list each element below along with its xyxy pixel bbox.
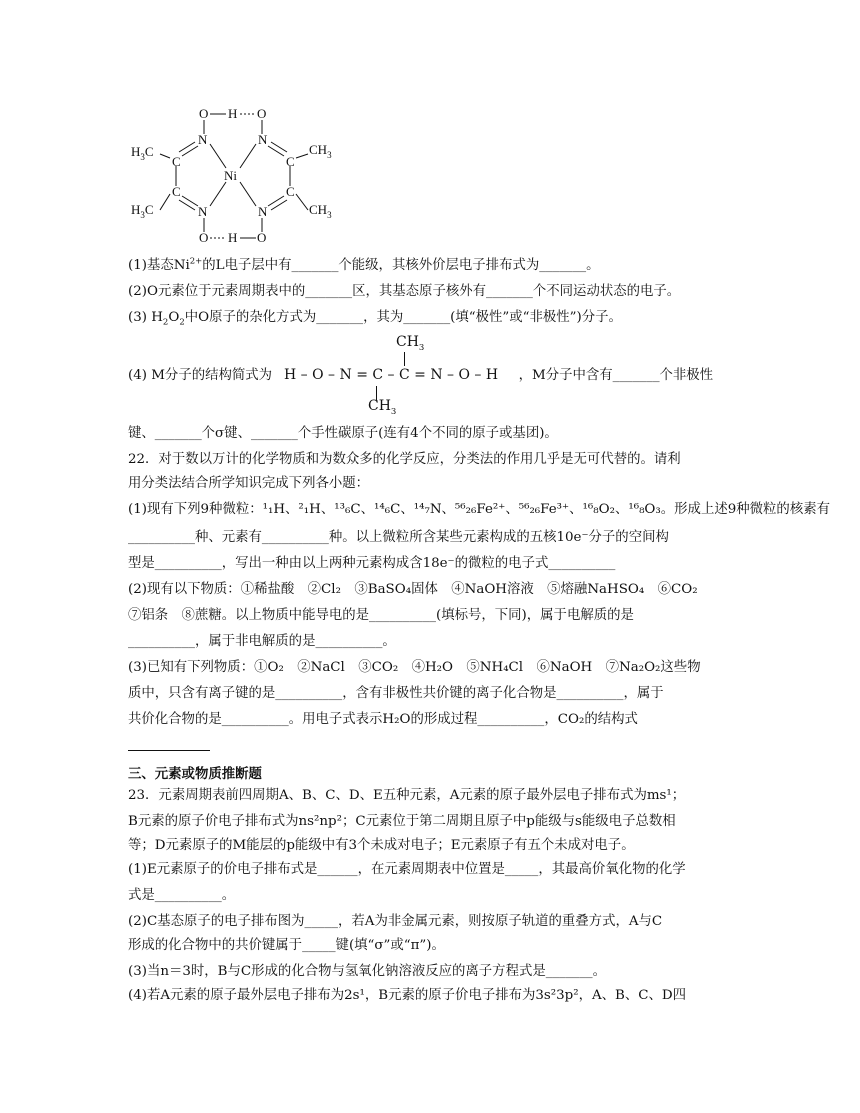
q22-part3-line1: (3)已知有下列物质：①O₂ ②NaCl ③CO₂ ④H₂O ⑤NH₄Cl ⑥NaOH ⑦Na₂O₂这些物 (128, 660, 701, 675)
q23-line6: (2)C基态原子的电子排布图为_____，若A为非金属元素，则按原子轨道的重叠方式，A与C (128, 914, 663, 929)
q21-part1: (1)基态$Ni^{2+}$的L电子层中有_______个能级，其核外价层电子排布式为_______。 (128, 256, 600, 273)
q22-part3-line3: 共价化合物的是__________。用电子式表示H₂O的形成过程__________，CO₂的结构式 (128, 712, 638, 727)
ni-complex-structure (128, 98, 348, 250)
atom-h-top: H (228, 106, 238, 121)
group-h3c-bottom: $H_3C$ (131, 202, 154, 220)
q23-line2: B元素的原子价电子排布式为ns²np²；C元素位于第二周期且原子中p能级与s能级电子总数相 (128, 814, 676, 829)
atom-c-left-top: C (172, 154, 181, 169)
atom-n-bottom-right: N (258, 204, 268, 219)
q23-line4: (1)E元素原子的价电子排布式是______，在元素周期表中位置是_____，其最高价氧化物的化学 (128, 862, 686, 877)
q22-part2-line3: __________，属于非电解质的是__________。 (128, 634, 396, 649)
m-formula-ch3-top: $CH_3$ (396, 334, 425, 353)
group-ch3-bottom: $CH_3$ (309, 202, 332, 220)
q23-line9: (4)若A元素的原子最外层电子排布为2s¹，B元素的原子价电子排布为3s²3p²，A、B、C、D四 (128, 988, 687, 1003)
atom-o-top-right: O (257, 106, 267, 121)
q22-part1-line3: 型是__________，写出一种由以上两种元素构成含18e⁻的微粒的电子式__________ (128, 556, 616, 571)
q23-line8: (3)当n＝3时，B与C形成的化合物与氢氧化钠溶液反应的离子方程式是_______。 (128, 964, 607, 979)
group-h3c-top: $H_3C$ (131, 144, 154, 162)
q22-part2-line1: (2)现有以下物质：①稀盐酸 ②Cl₂ ③BaSO₄固体 ④NaOH溶液 ⑤熔融NaHSO₄ ⑥CO₂ (128, 582, 698, 597)
q21-part3: (3) $H_2O_2$中O原子的杂化方式为_______，其为_______(填“极性”或“非极性”)分子。 (128, 310, 622, 328)
atom-c-right-bottom: C (286, 184, 295, 199)
m-formula (284, 334, 524, 418)
atom-o-bottom-left: O (199, 230, 209, 245)
atom-ni: Ni (224, 168, 237, 183)
q22-part3-line2: 质中，只含有离子键的是__________，含有非极性共价键的离子化合物是__________，属于 (128, 686, 664, 701)
q22-intro-line1: 22．对于数以万计的化学物质和为数众多的化学反应，分类法的作用几乎是无可代替的。请利 (128, 452, 681, 467)
atom-o-bottom-right: O (257, 230, 267, 245)
q22-part1-line1: (1)现有下列9种微粒：¹₁H、²₁H、¹³₆C、¹⁴₆C、¹⁴₇N、⁵⁶₂₆Fe²⁺、⁵⁶₂₆Fe³⁺、¹⁶₈O₂、¹⁶₈O₃。形成上述9种微粒的核素有 (128, 502, 830, 517)
m-formula-chain: H – O – N = C – C = N – O – H (284, 367, 499, 383)
atom-n-bottom-left: N (198, 204, 208, 219)
atom-n-top-left: N (198, 132, 208, 147)
q21-part4-line2: 键、_______个σ键、_______个手性碳原子(连有4个不同的原子或基团)。 (128, 426, 558, 441)
section-title: 三、元素或物质推断题 (128, 766, 262, 782)
m-formula-bond-top (404, 352, 405, 366)
q22-intro-line2: 用分类法结合所学知识完成下列各小题： (128, 476, 370, 491)
q22-part1-line2: __________种、元素有__________种。以上微粒所含某些元素构成的五核10e⁻分子的空间构 (128, 530, 669, 545)
q23-line7: 形成的化合物中的共价键属于_____键(填“σ”或“π”)。 (128, 938, 445, 953)
group-ch3-top: $CH_3$ (309, 142, 332, 160)
atom-h-bottom: H (228, 230, 238, 245)
q23-line5: 式是__________。 (128, 888, 236, 903)
m-formula-ch3-bottom: $CH_3$ (368, 398, 397, 417)
atom-o-top-left: O (199, 106, 209, 121)
atom-c-right-top: C (286, 154, 295, 169)
q23-line3: 等；D元素原子的M能层的p能级中有3个未成对电子；E元素原子有五个未成对电子。 (128, 838, 635, 853)
q21-part2: (2)O元素位于元素周期表中的_______区，其基态原子核外有_______个不同运动状态的电子。 (128, 284, 681, 299)
atom-n-top-right: N (258, 132, 268, 147)
q21-part4-line1: (4) M分子的结构简式为 ，M分子中含有_______个非极性 (128, 368, 714, 383)
q23-line1: 23．元素周期表前四周期A、B、C、D、E五种元素，A元素的原子最外层电子排布式为ms¹； (128, 788, 686, 803)
answer-blank-line (128, 750, 210, 751)
atom-c-left-bottom: C (172, 184, 181, 199)
q22-part2-line2: ⑦铝条 ⑧蔗糖。以上物质中能导电的是__________(填标号，下同)，属于电解质的是 (128, 608, 634, 623)
